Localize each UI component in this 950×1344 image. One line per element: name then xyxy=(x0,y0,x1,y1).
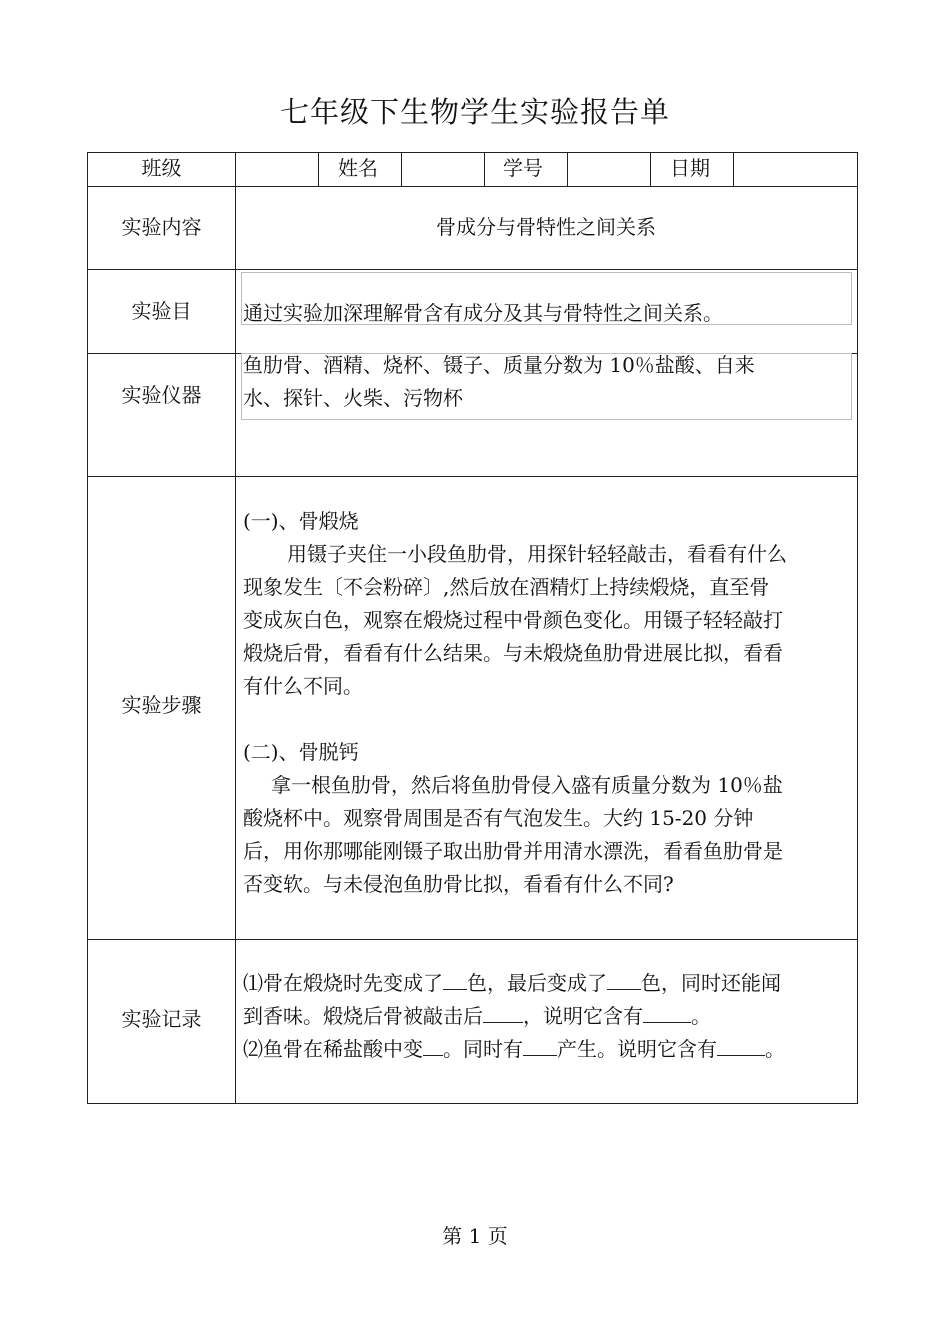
record-text-segment: 产生。说明它含有 xyxy=(557,1037,717,1061)
record-text-segment: ⑴骨在煅烧时先变成了 xyxy=(243,971,443,995)
row-divider xyxy=(88,939,857,940)
fill-blank[interactable] xyxy=(643,1002,691,1023)
record-text-segment: 到香味。煅烧后骨被敲击后 xyxy=(243,1004,483,1028)
record-text-segment: 。 xyxy=(691,1004,711,1028)
purpose-label: 实验目 xyxy=(131,299,192,323)
content-value: 骨成分与骨特性之间关系 xyxy=(436,215,656,239)
step-line: 变成灰白色，观察在煅烧过程中骨颜色变化。用镊子轻轻敲打 xyxy=(243,608,783,632)
column-divider xyxy=(235,153,236,1103)
record-text-segment: ，说明它含有 xyxy=(523,1004,643,1028)
record-text-segment: ⑵鱼骨在稀盐酸中变 xyxy=(243,1037,423,1061)
row-divider xyxy=(88,186,857,187)
record-text-segment: 。 xyxy=(765,1037,785,1061)
record-line xyxy=(243,1033,855,1066)
step-line: 否变软。与未侵泡鱼肋骨比拟，看看有什么不同? xyxy=(243,872,674,896)
step-line: 现象发生〔不会粉碎〕,然后放在酒精灯上持续煅烧，直至骨 xyxy=(243,575,770,599)
column-divider xyxy=(650,153,651,186)
step-section-title: (一)、骨煅烧 xyxy=(243,509,359,533)
row-divider xyxy=(88,476,857,477)
instruments-value xyxy=(243,349,853,415)
steps-text xyxy=(243,505,853,901)
record-text-segment: 色，同时还能闻 xyxy=(641,971,781,995)
class-label: 班级 xyxy=(141,156,182,180)
page-number: 第 1 页 xyxy=(442,1224,508,1248)
record-text-segment: 。同时有 xyxy=(443,1037,523,1061)
name-field[interactable] xyxy=(401,155,484,184)
step-section-title: (二)、骨脱钙 xyxy=(243,740,359,764)
step-line: 用镊子夹住一小段鱼肋骨，用探针轻轻敲击，看看有什么 xyxy=(287,542,787,566)
fill-blank[interactable] xyxy=(607,969,641,990)
fill-blank[interactable] xyxy=(523,1035,557,1056)
step-line: 酸烧杯中。观察骨周围是否有气泡发生。大约 15-20 分钟 xyxy=(243,806,754,830)
record-text-segment: 色，最后变成了 xyxy=(467,971,607,995)
student-id-field[interactable] xyxy=(567,155,650,184)
record-line xyxy=(243,967,855,1000)
step-line: 拿一根鱼肋骨，然后将鱼肋骨侵入盛有质量分数为 10％盐 xyxy=(271,773,783,797)
blank-line xyxy=(243,703,853,736)
report-table xyxy=(87,152,858,1104)
student-id-label: 学号 xyxy=(503,156,543,180)
date-field[interactable] xyxy=(733,155,857,184)
column-divider xyxy=(484,153,485,186)
date-label: 日期 xyxy=(670,156,710,180)
record-line xyxy=(243,1000,855,1033)
class-field[interactable] xyxy=(235,155,318,184)
fill-blank[interactable] xyxy=(423,1035,443,1056)
content-label: 实验内容 xyxy=(121,215,202,239)
steps-label: 实验步骤 xyxy=(121,693,202,717)
name-label: 姓名 xyxy=(338,156,378,180)
record-label: 实验记录 xyxy=(121,1007,202,1031)
fill-blank[interactable] xyxy=(717,1035,765,1056)
instruments-line: 水、探针、火柴、污物杯 xyxy=(243,386,463,410)
instruments-line: 鱼肋骨、酒精、烧杯、镊子、质量分数为 10％盐酸、自来 xyxy=(243,353,755,377)
fill-blank[interactable] xyxy=(443,969,467,990)
step-line: 有什么不同。 xyxy=(243,674,363,698)
step-line: 后，用你那哪能刚镊子取出肋骨并用清水漂洗，看看鱼肋骨是 xyxy=(243,839,783,863)
row-divider xyxy=(88,269,857,270)
step-line: 煅烧后骨，看看有什么结果。与未煅烧鱼肋骨进展比拟，看看 xyxy=(243,641,783,665)
column-divider xyxy=(318,153,319,186)
instruments-label: 实验仪器 xyxy=(121,383,202,407)
fill-blank[interactable] xyxy=(483,1002,523,1023)
record-text xyxy=(243,967,855,1066)
purpose-value: 通过实验加深理解骨含有成分及其与骨特性之间关系。 xyxy=(243,301,723,325)
page-title: 七年级下生物学生实验报告单 xyxy=(279,95,670,129)
